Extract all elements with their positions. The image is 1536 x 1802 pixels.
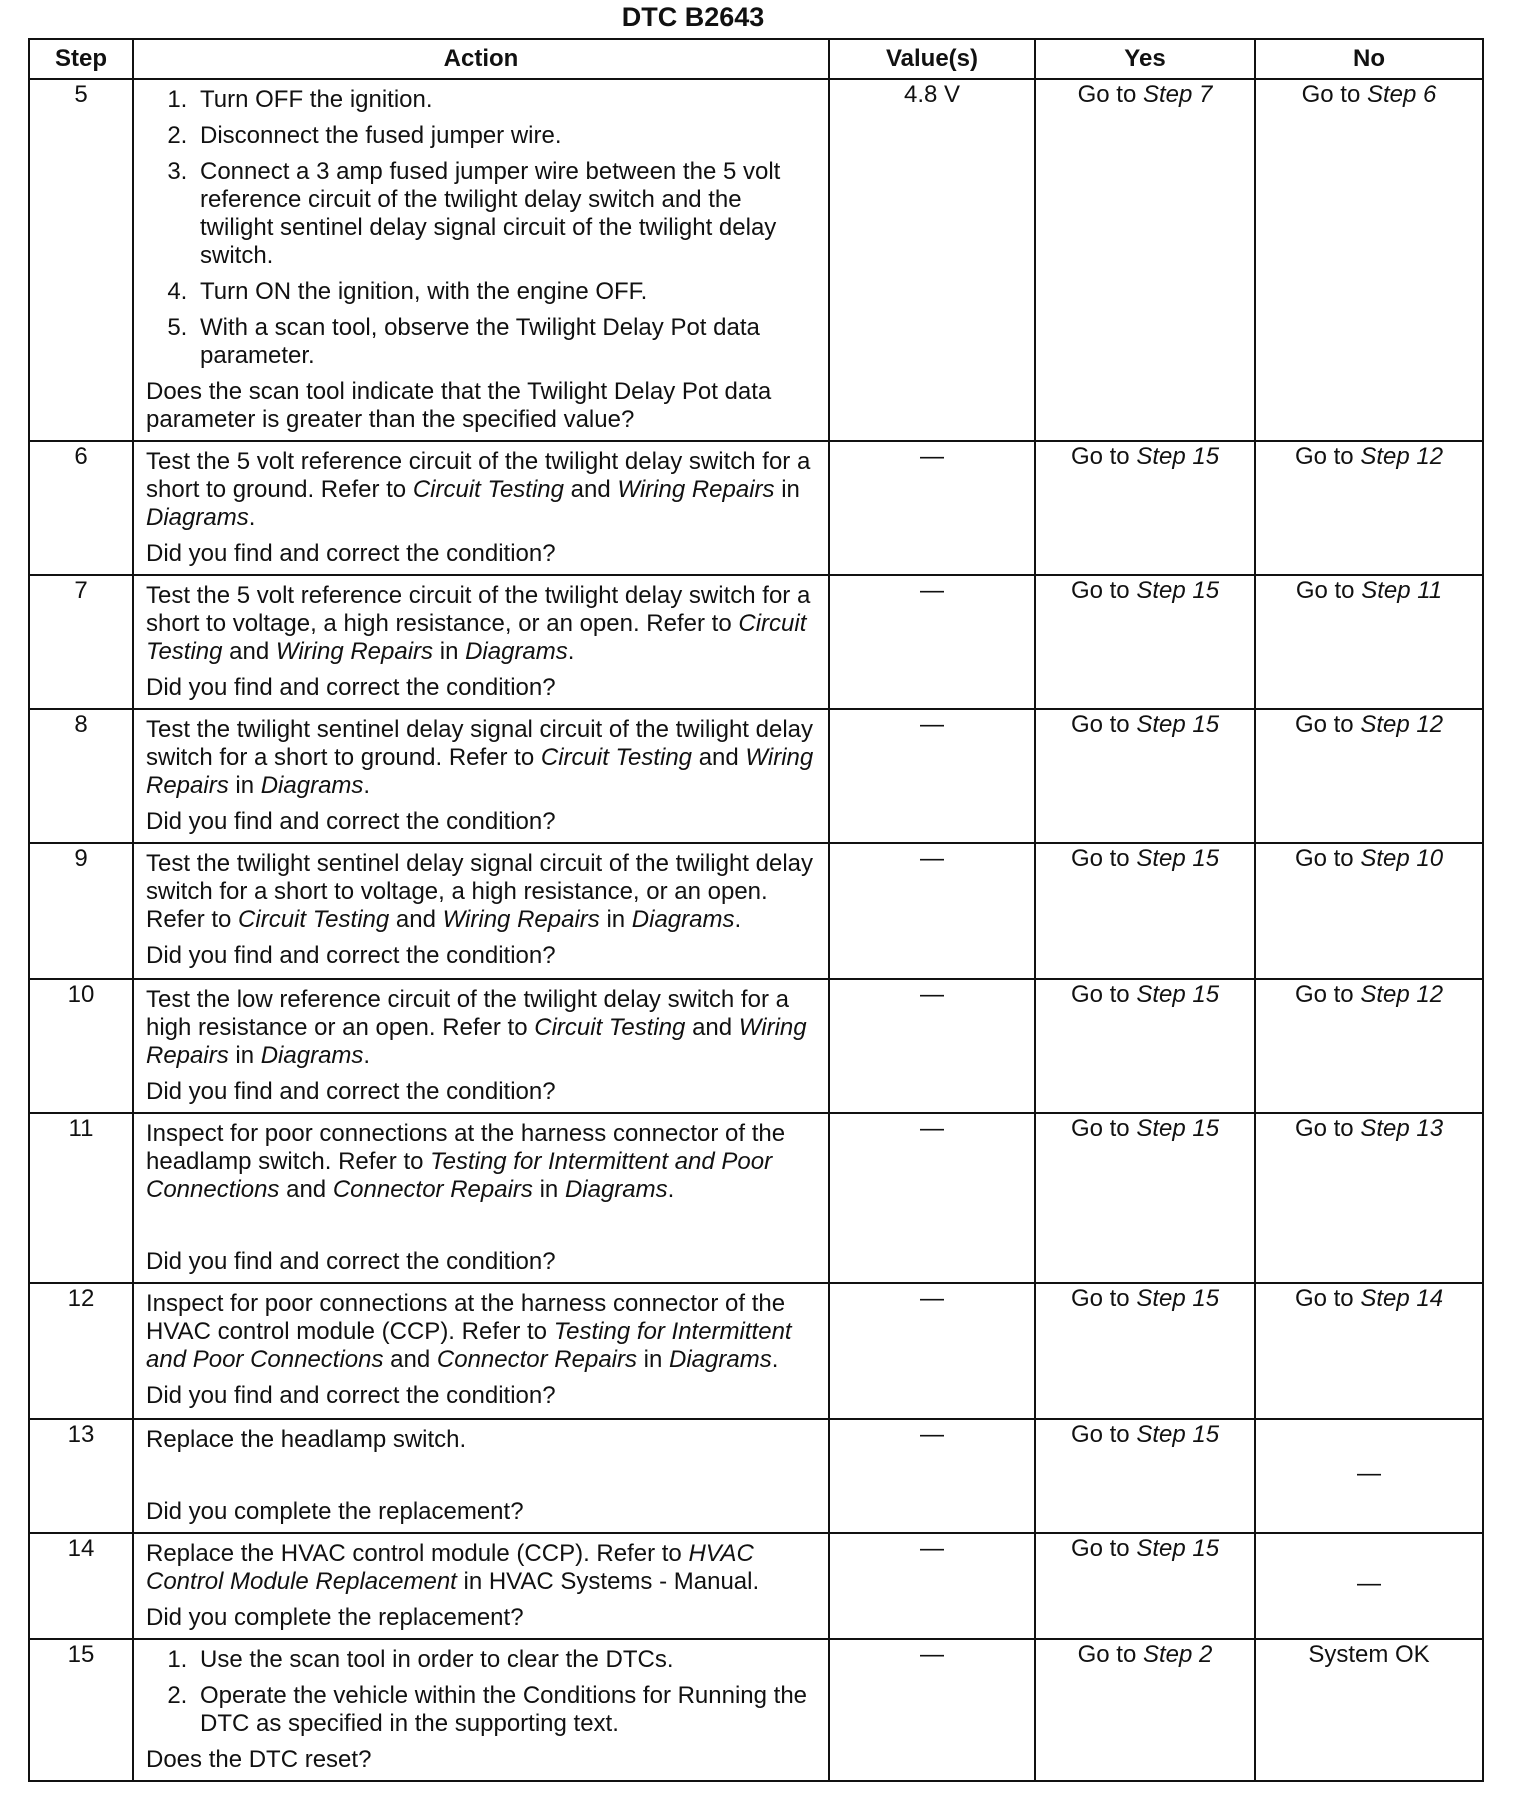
action-question: Did you find and correct the condition? (146, 540, 556, 567)
action-instruction (146, 716, 818, 800)
instruction-text: Test the 5 volt reference circuit of the twilight delay switch for a short to ground. Refer to (146, 448, 811, 503)
no-text: — (1357, 1459, 1381, 1487)
instruction-text: in (532, 1176, 565, 1203)
reference-link-text: Wiring Repairs (146, 744, 814, 799)
yes-text: Go to (1070, 845, 1130, 872)
yes-cell (1035, 1639, 1255, 1781)
action-cell (133, 1283, 829, 1419)
action-instruction (146, 986, 818, 1070)
no-cell (1255, 79, 1483, 441)
value-cell: — (829, 843, 1035, 979)
instruction-text: . (363, 772, 371, 799)
no-text: Go to (1294, 981, 1354, 1008)
instruction-text: in (599, 906, 632, 933)
instruction-text: and (389, 906, 443, 933)
instruction-text: Test the low reference circuit of the twilight delay switch for a high resistance or an open. Refer to (146, 986, 789, 1041)
no-cell (1255, 843, 1483, 979)
action-instruction (146, 582, 818, 666)
no-cell (1255, 709, 1483, 843)
action-instruction (146, 1290, 818, 1374)
diagnostic-table (28, 38, 1484, 1782)
yes-cell (1035, 1419, 1255, 1533)
table-row (29, 79, 1483, 441)
instruction-text: in HVAC Systems - Manual. (456, 1568, 760, 1595)
reference-link-text: Diagrams (631, 906, 735, 933)
yes-text: Go to (1070, 1535, 1130, 1562)
table-row (29, 1419, 1483, 1533)
no-text: Go to (1294, 443, 1354, 470)
reference-link-text: Circuit Testing (534, 1014, 686, 1041)
step-number: 10 (29, 979, 133, 1113)
yes-text: Go to (1070, 443, 1130, 470)
instruction-text: in (774, 476, 800, 503)
no-step-ref: Step 14 (1360, 1285, 1444, 1312)
value-cell: 4.8 V (829, 79, 1035, 441)
yes-text: Go to (1070, 1115, 1130, 1142)
no-cell (1255, 441, 1483, 575)
reference-link-text: Connector Repairs (332, 1176, 533, 1203)
action-instruction (146, 1540, 818, 1596)
instruction-text: in (433, 638, 466, 665)
action-step-item: 1. Turn OFF the ignition. (194, 86, 818, 114)
action-cell (133, 575, 829, 709)
no-text: — (1357, 1569, 1381, 1597)
reference-link-text: Circuit Testing (412, 476, 564, 503)
no-step-ref: Step 6 (1366, 81, 1437, 108)
no-cell (1255, 1639, 1483, 1781)
instruction-text: and (692, 744, 746, 771)
action-step-item: 2. Operate the vehicle within the Conditions for Running the DTC as specified in the supporting text. (194, 1682, 818, 1738)
value-cell: — (829, 1639, 1035, 1781)
step-number: 14 (29, 1533, 133, 1639)
value-cell: — (829, 709, 1035, 843)
value-cell: — (829, 1419, 1035, 1533)
yes-step-ref: Step 7 (1142, 81, 1213, 108)
instruction-text: and (222, 638, 276, 665)
yes-cell (1035, 575, 1255, 709)
instruction-text: and (279, 1176, 333, 1203)
instruction-text: Inspect for poor connections at the harness connector of the headlamp switch. Refer to (146, 1120, 786, 1175)
reference-link-text: Diagrams (669, 1346, 772, 1373)
yes-step-ref: Step 15 (1136, 845, 1220, 872)
action-steps-list (146, 86, 818, 370)
table-row (29, 575, 1483, 709)
yes-step-ref: Step 15 (1136, 1115, 1220, 1142)
no-text: System OK (1308, 1641, 1430, 1668)
step-number: 11 (29, 1113, 133, 1283)
instruction-text: and (563, 476, 618, 503)
header-yes: Yes (1035, 39, 1255, 79)
value-cell: — (829, 441, 1035, 575)
action-cell (133, 1419, 829, 1533)
table-row (29, 1283, 1483, 1419)
action-question: Did you find and correct the condition? (146, 1248, 556, 1275)
no-text: Go to (1294, 711, 1354, 738)
value-cell: — (829, 1533, 1035, 1639)
instruction-text: Inspect for poor connections at the harness connector of the HVAC control module (CCP). Refer to (146, 1290, 786, 1345)
page-title: DTC B2643 (621, 2, 765, 32)
no-cell (1255, 979, 1483, 1113)
action-instruction (146, 448, 818, 532)
value-cell: — (829, 1113, 1035, 1283)
action-question: Did you complete the replacement? (146, 1498, 524, 1525)
no-text: Go to (1294, 845, 1354, 872)
no-text: Go to (1295, 577, 1355, 604)
yes-text: Go to (1070, 711, 1130, 738)
action-instruction (146, 1426, 818, 1454)
step-number: 8 (29, 709, 133, 843)
action-step-item: 1. Use the scan tool in order to clear the DTCs. (194, 1646, 818, 1674)
table-row (29, 1533, 1483, 1639)
instruction-text: . (771, 1346, 779, 1373)
no-step-ref: Step 12 (1360, 981, 1444, 1008)
action-steps-list (146, 1646, 818, 1738)
no-text: Go to (1294, 1115, 1354, 1142)
instruction-text: . (363, 1042, 371, 1069)
reference-link-text: Testing for Intermittent and Poor Connections (146, 1318, 792, 1373)
action-instruction (146, 1120, 818, 1204)
instruction-text: Test the twilight sentinel delay signal circuit of the twilight delay switch for a short to ground. Refer to (146, 716, 814, 771)
yes-text: Go to (1077, 81, 1137, 108)
reference-link-text: Circuit Testing (146, 610, 807, 665)
action-step-item: 2. Disconnect the fused jumper wire. (194, 122, 818, 150)
action-step-item: 5. With a scan tool, observe the Twilight Delay Pot data parameter. (194, 314, 818, 370)
step-number: 15 (29, 1639, 133, 1781)
instruction-text: in (228, 1042, 261, 1069)
instruction-text: . (567, 638, 575, 665)
action-step-item: 3. Connect a 3 amp fused jumper wire between the 5 volt reference circuit of the twilight delay switch and the twilight sentinel delay signal circuit of the twilight delay switch. (194, 158, 818, 270)
yes-step-ref: Step 15 (1136, 981, 1220, 1008)
action-question: Did you find and correct the condition? (146, 1382, 556, 1409)
reference-link-text: Diagrams (146, 504, 249, 531)
yes-cell (1035, 843, 1255, 979)
no-cell (1255, 1113, 1483, 1283)
action-cell (133, 79, 829, 441)
step-number: 6 (29, 441, 133, 575)
instruction-text: . (667, 1176, 675, 1203)
reference-link-text: Wiring Repairs (275, 638, 434, 665)
reference-link-text: Diagrams (465, 638, 568, 665)
no-step-ref: Step 13 (1360, 1115, 1444, 1142)
reference-link-text: Wiring Repairs (146, 1014, 807, 1069)
table-row (29, 1113, 1483, 1283)
yes-step-ref: Step 15 (1136, 443, 1220, 470)
yes-text: Go to (1070, 1285, 1130, 1312)
action-step-item: 4. Turn ON the ignition, with the engine OFF. (194, 278, 818, 306)
reference-link-text: Testing for Intermittent and Poor Connections (146, 1148, 773, 1203)
step-number: 12 (29, 1283, 133, 1419)
step-number: 7 (29, 575, 133, 709)
action-question: Did you find and correct the condition? (146, 942, 556, 969)
reference-link-text: Connector Repairs (436, 1346, 637, 1373)
no-cell (1255, 575, 1483, 709)
action-question: Does the scan tool indicate that the Twilight Delay Pot data parameter is greater than the specified value? (146, 378, 772, 433)
action-question: Did you find and correct the condition? (146, 1078, 556, 1105)
yes-text: Go to (1070, 1421, 1130, 1448)
instruction-text: Replace the HVAC control module (CCP). Refer to (146, 1540, 689, 1567)
instruction-text: in (228, 772, 261, 799)
yes-step-ref: Step 15 (1136, 577, 1220, 604)
table-row (29, 709, 1483, 843)
no-text: Go to (1294, 1285, 1354, 1312)
reference-link-text: Diagrams (260, 1042, 364, 1069)
instruction-text: and (383, 1346, 437, 1373)
table-row (29, 441, 1483, 575)
yes-cell (1035, 979, 1255, 1113)
yes-step-ref: Step 15 (1136, 711, 1220, 738)
no-step-ref: Step 10 (1360, 845, 1444, 872)
action-question: Did you find and correct the condition? (146, 808, 556, 835)
action-question: Does the DTC reset? (146, 1746, 372, 1773)
yes-cell (1035, 1283, 1255, 1419)
instruction-text: Test the twilight sentinel delay signal circuit of the twilight delay switch for a short to voltage, a high resistance, or an open. Refer to (146, 850, 814, 933)
action-cell (133, 1533, 829, 1639)
action-question: Did you find and correct the condition? (146, 674, 556, 701)
action-cell (133, 441, 829, 575)
yes-step-ref: Step 15 (1136, 1421, 1220, 1448)
yes-cell (1035, 79, 1255, 441)
header-step: Step (29, 39, 133, 79)
step-number: 13 (29, 1419, 133, 1533)
header-values: Value(s) (829, 39, 1035, 79)
table-row (29, 979, 1483, 1113)
value-cell: — (829, 979, 1035, 1113)
reference-link-text: Diagrams (260, 772, 364, 799)
header-no: No (1255, 39, 1483, 79)
instruction-text: Replace the headlamp switch. (146, 1426, 467, 1453)
action-cell (133, 1639, 829, 1781)
instruction-text: . (734, 906, 742, 933)
no-step-ref: Step 11 (1361, 577, 1443, 604)
no-step-ref: Step 12 (1360, 443, 1444, 470)
no-cell (1255, 1283, 1483, 1419)
value-cell: — (829, 1283, 1035, 1419)
yes-cell (1035, 1533, 1255, 1639)
reference-link-text: Wiring Repairs (442, 906, 600, 933)
action-instruction (146, 850, 818, 934)
action-question: Did you complete the replacement? (146, 1604, 524, 1631)
yes-text: Go to (1077, 1641, 1137, 1668)
header-action: Action (133, 39, 829, 79)
action-cell (133, 709, 829, 843)
yes-cell (1035, 1113, 1255, 1283)
yes-step-ref: Step 15 (1136, 1535, 1220, 1562)
yes-cell (1035, 709, 1255, 843)
table-row (29, 1639, 1483, 1781)
yes-step-ref: Step 15 (1136, 1285, 1220, 1312)
instruction-text: and (685, 1014, 739, 1041)
reference-link-text: Diagrams (564, 1176, 668, 1203)
yes-step-ref: Step 2 (1142, 1641, 1213, 1668)
action-cell (133, 1113, 829, 1283)
instruction-text: . (248, 504, 256, 531)
instruction-text: Test the 5 volt reference circuit of the twilight delay switch for a short to voltage, a high resistance, or an open. Refer to (146, 582, 811, 637)
yes-text: Go to (1070, 577, 1130, 604)
table-header-row (29, 39, 1483, 79)
reference-link-text: Circuit Testing (540, 744, 693, 771)
no-cell (1255, 1419, 1483, 1533)
reference-link-text: HVAC Control Module Replacement (146, 1540, 754, 1595)
yes-text: Go to (1070, 981, 1130, 1008)
no-text: Go to (1301, 81, 1361, 108)
step-number: 9 (29, 843, 133, 979)
reference-link-text: Wiring Repairs (617, 476, 775, 503)
instruction-text: in (637, 1346, 670, 1373)
no-cell (1255, 1533, 1483, 1639)
step-number: 5 (29, 79, 133, 441)
action-cell (133, 843, 829, 979)
yes-cell (1035, 441, 1255, 575)
action-cell (133, 979, 829, 1113)
reference-link-text: Circuit Testing (238, 906, 390, 933)
table-row (29, 843, 1483, 979)
value-cell: — (829, 575, 1035, 709)
no-step-ref: Step 12 (1360, 711, 1444, 738)
